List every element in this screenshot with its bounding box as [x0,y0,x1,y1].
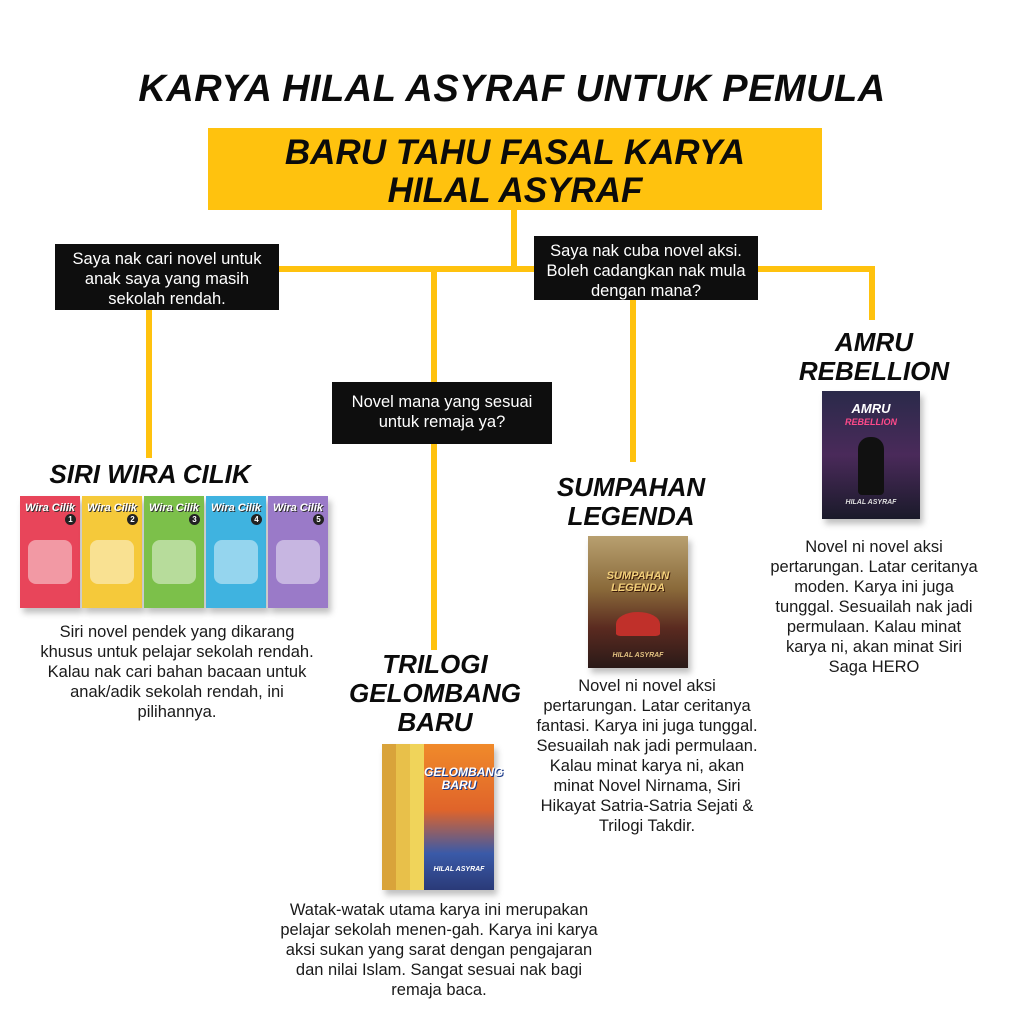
gelombang-spine-3 [410,744,424,890]
wira-cilik-cover-title: Wira Cilik [210,502,262,514]
wira-cilik-volume-number: 5 [313,514,324,525]
wira-cilik-cover-2 [82,496,142,608]
heading-amru-line2: REBELLION [798,356,950,386]
gelombang-spine-1 [382,744,396,890]
gelombang-baru-box-set [382,744,504,890]
wira-cilik-cover-title: Wira Cilik [86,502,138,514]
sumpahan-cover-creature [616,612,660,636]
wira-cilik-book-1 [20,496,80,608]
wira-cilik-book-4 [206,496,266,608]
wira-cilik-cover-title: Wira Cilik [272,502,324,514]
root-banner-line1: BARU TAHU FASAL KARYA [284,133,746,172]
heading-amru-rebellion [774,328,974,386]
question-box-action: Saya nak cuba novel aksi. Boleh cadangkan nak mula dengan mana? [534,236,758,300]
amru-cover-figure [858,437,884,495]
wira-cilik-cover-art [214,540,258,584]
wira-cilik-volume-number: 2 [127,514,138,525]
amru-cover-title1: AMRU [851,401,891,416]
wira-cilik-cover-3 [144,496,204,608]
heading-sumpahan-line1: SUMPAHAN [556,472,706,502]
desc-gelombang-baru: Watak-watak utama karya ini merupakan pelajar sekolah menen-gah. Karya ini karya aksi sukan yang sarat dengan pengajaran dan nilai Islam. Sangat sesuai nak bagi remaja baca. [280,901,598,999]
amru-cover-author: HILAL ASYRAF [845,499,897,506]
wira-cilik-volume-number: 1 [65,514,76,525]
heading-amru-line1: AMRU [835,327,913,357]
wira-cilik-volume-number: 3 [189,514,200,525]
question-box-primary-school: Saya nak cari novel untuk anak saya yang masih sekolah rendah. [55,244,279,310]
wira-cilik-cover-art [90,540,134,584]
heading-gelombang-line1: TRILOGI [382,649,488,679]
gelombang-spine-2 [396,744,410,890]
gelombang-cover-author: HILAL ASYRAF [433,866,485,873]
heading-sumpahan-line2: LEGENDA [567,501,695,531]
heading-sumpahan-legenda [536,473,726,531]
amru-cover-title2: REBELLION [844,417,897,427]
root-banner-line2: HILAL ASYRAF [387,171,643,210]
desc-sumpahan-legenda: Novel ni novel aksi pertarungan. Latar ceritanya fantasi. Karya ini juga tunggal. Sesuailah nak jadi permulaan. Kalau minat karya ni, akan minat Novel Nirnama, Siri Hikayat Satria-Satria Sejati & Trilogi Takdir. [536,677,758,835]
wira-cilik-volume-number: 4 [251,514,262,525]
root-banner-text [208,134,822,210]
wira-cilik-cover-5 [268,496,328,608]
wira-cilik-book-3 [144,496,204,608]
wira-cilik-cover-title: Wira Cilik [24,502,76,514]
desc-amru-rebellion: Novel ni novel aksi pertarungan. Latar ceritanya moden. Karya ini juga tunggal. Sesuailah nak jadi permulaan. Kalau minat karya ni, akan minat Siri Saga HERO [770,538,978,676]
amru-rebellion-book [822,391,920,519]
connector-root-stem [511,210,517,270]
wira-cilik-cover-title: Wira Cilik [148,502,200,514]
heading-gelombang-baru [330,650,540,737]
desc-wira-cilik: Siri novel pendek yang dikarang khusus untuk pelajar sekolah rendah. Kalau nak cari bahan bacaan untuk anak/adik sekolah rendah, ini pilihannya. [40,623,314,721]
wira-cilik-cover-art [276,540,320,584]
connector-amru [869,266,875,320]
question-box-teen: Novel mana yang sesuai untuk remaja ya? [332,382,552,444]
wira-cilik-cover-4 [206,496,266,608]
sumpahan-cover-title: SUMPAHAN LEGENDA [606,570,670,594]
heading-gelombang-line3: BARU [397,707,473,737]
sumpahan-legenda-book [588,536,688,668]
gelombang-front-cover [424,744,504,890]
connector-gelombang [431,266,437,650]
wira-cilik-book-2 [82,496,142,608]
heading-gelombang-line2: GELOMBANG [349,678,521,708]
page-title: KARYA HILAL ASYRAF UNTUK PEMULA [138,68,886,110]
sumpahan-cover-author: HILAL ASYRAF [612,652,664,659]
gelombang-cover-title: GELOMBANG BARU [424,765,504,792]
wira-cilik-cover-1 [20,496,80,608]
wira-cilik-cover-art [152,540,196,584]
heading-wira-cilik: SIRI WIRA CILIK [49,459,251,489]
wira-cilik-book-5 [268,496,328,608]
wira-cilik-cover-art [28,540,72,584]
